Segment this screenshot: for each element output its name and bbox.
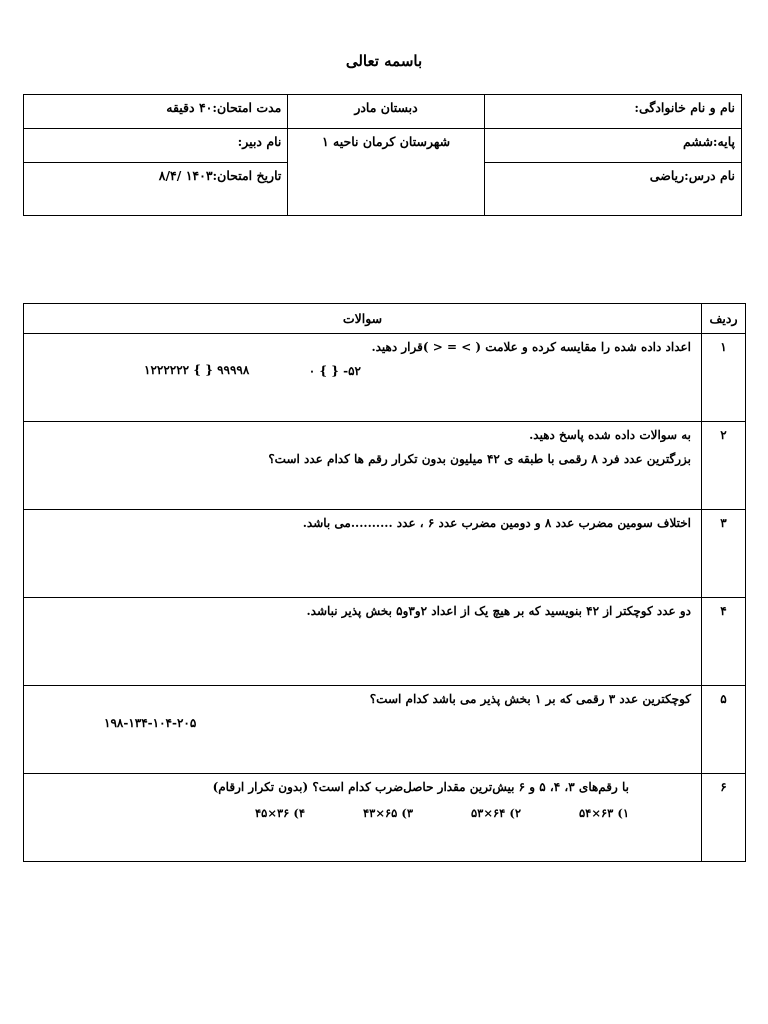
question-text: دو عدد کوچکتر از ۴۲ بنویسید که بر هیچ یک از اعداد ۲و۳و۵ بخش پذیر نباشد. — [306, 604, 691, 618]
comparison-pair-1: ۰ { } -۵۲ — [308, 364, 361, 378]
subject-label: نام درس:ریاضی — [484, 163, 741, 216]
question-row-5 — [24, 686, 746, 774]
question-row-2 — [24, 422, 746, 510]
question-text: اختلاف سومین مضرب عدد ۸ و دومین مضرب عدد ۶ ، عدد ..........می باشد. — [302, 516, 691, 530]
column-header-questions: سوالات — [24, 304, 702, 334]
questions-table — [23, 303, 746, 862]
grade-label: پایه:ششم — [484, 129, 741, 163]
school-name: دبستان مادر — [288, 95, 484, 129]
question-text: اعداد داده شده را مقایسه کرده و علامت ( > = < )قرار دهید. — [371, 340, 691, 354]
comparison-pair-2: ۱۲۲۲۲۲۲ { } ۹۹۹۹۸ — [144, 363, 250, 377]
question-text: به سوالات داده شده پاسخ دهید. — [529, 428, 691, 442]
question-row-4 — [24, 598, 746, 686]
option-4: ۴) ۳۶×۴۵ — [255, 806, 305, 820]
teacher-label: نام دبیر: — [24, 129, 288, 163]
exam-duration: مدت امتحان:۴۰ دقیقه — [24, 95, 288, 129]
question-text: کوچکترین عدد ۳ رقمی که بر ۱ بخش پذیر می باشد کدام است؟ — [369, 692, 691, 706]
question-number: ۲ — [702, 422, 746, 510]
question-number: ۶ — [702, 774, 746, 862]
exam-header-table — [23, 94, 742, 216]
question-number: ۱ — [702, 334, 746, 422]
question-subtext: بزرگترین عدد فرد ۸ رقمی با طبقه ی ۴۲ میلیون بدون تکرار رقم ها کدام عدد است؟ — [268, 452, 691, 466]
question-row-1 — [24, 334, 746, 422]
option-1: ۱) ۶۳×۵۴ — [579, 806, 629, 820]
question-row-3 — [24, 510, 746, 598]
student-name-label: نام و نام خانوادگی: — [484, 95, 741, 129]
question-text: با رقم‌های ۳، ۴، ۵ و ۶ بیش‌ترین مقدار حاصل‌ضرب کدام است؟ (بدون تکرار ارقام) — [212, 780, 629, 794]
page-title: باسمه تعالی — [345, 52, 423, 70]
option-3: ۳) ۶۵×۴۳ — [363, 806, 413, 820]
question-number: ۳ — [702, 510, 746, 598]
number-choices: ۱۹۸-۱۳۴-۱۰۴-۲۰۵ — [104, 716, 197, 730]
question-number: ۴ — [702, 598, 746, 686]
city-district: شهرستان کرمان ناحیه ۱ — [288, 129, 484, 216]
exam-date: تاریخ امتحان:۱۴۰۳ /۸/۴ — [24, 163, 288, 216]
option-2: ۲) ۶۴×۵۳ — [471, 806, 521, 820]
column-header-row-number: ردیف — [702, 304, 746, 334]
question-number: ۵ — [702, 686, 746, 774]
question-row-6 — [24, 774, 746, 862]
